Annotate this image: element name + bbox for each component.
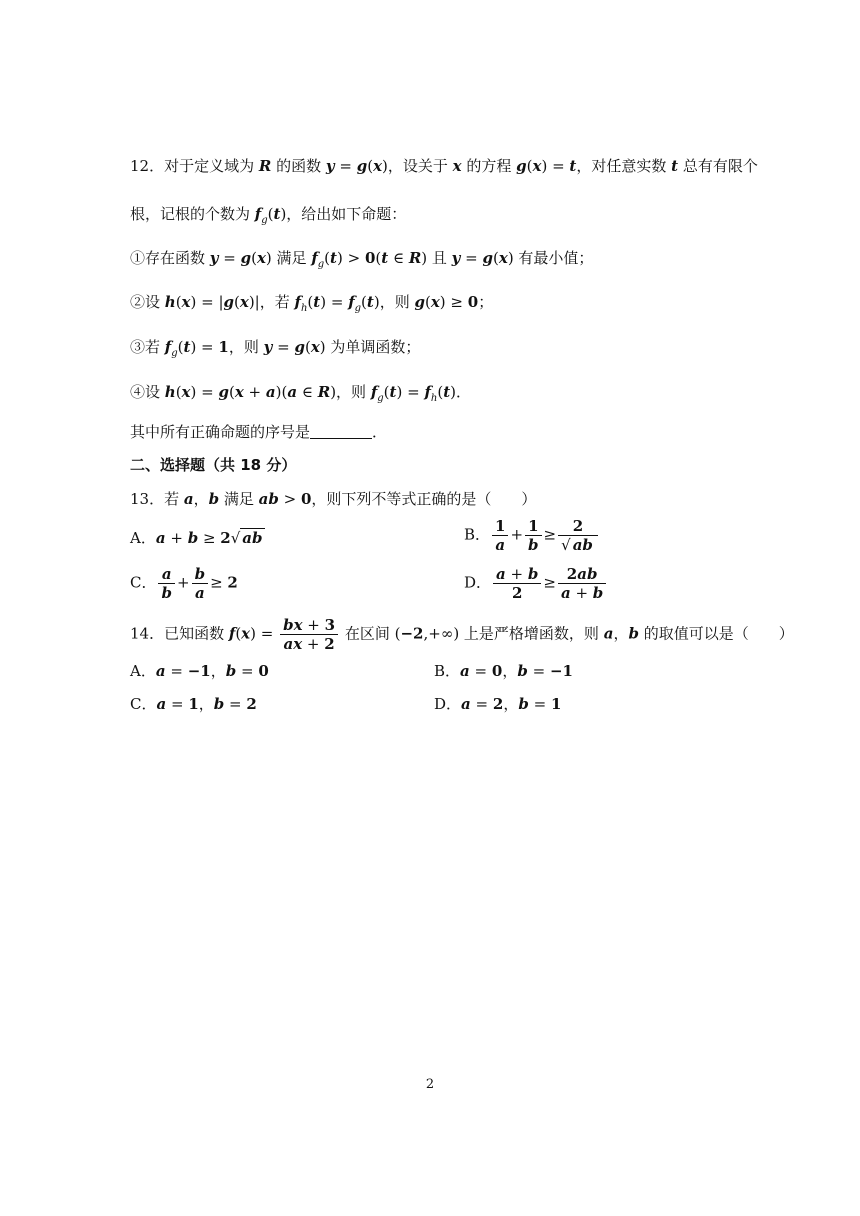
q12-item-3: ③若 $f_g(t) = 1$，则 y = g(x) 为单调函数；	[130, 338, 421, 359]
q12-line-1: 12．对于定义域为 R 的函数 y = g(x)，设关于 x 的方程 g(x) = t，对任意实数 t 总有有限个	[130, 157, 758, 175]
q14-option-d: D．a = 2，b = 1	[434, 695, 562, 713]
q13-option-a: A．a + b ≥ 2√ ab	[130, 529, 263, 547]
page-number: 2	[425, 1077, 435, 1092]
q14-option-a: A．a = −1，b = 0	[130, 662, 269, 680]
q13-option-b: B． $\frac{1}{a}$ + $\frac{1}{b}$ ≥ $\frac{2}{√ ab}$	[464, 517, 600, 554]
q14-stem: 14．已知函数 f(x) = $\frac{bx + 3}{ax + 2}$ 在区间 (−2,+∞) 上是严格增函数，则 a，b 的取值可以是（ ）	[130, 616, 794, 653]
q14-option-c: C．a = 1，b = 2	[130, 695, 257, 713]
answer-blank	[310, 424, 372, 439]
q13-option-d: D． $\frac{a + b}{2}$ ≥ $\frac{2ab}{a + b}$	[464, 565, 608, 602]
q13-stem: 13．若 a，b 满足 ab > 0，则下列不等式正确的是（ ）	[130, 490, 537, 508]
section-heading: 二、选择题（共 18 分）	[130, 456, 297, 474]
q13-option-c: C． $\frac{a}{b}$ + $\frac{b}{a}$ ≥ 2	[130, 565, 238, 602]
q12-item-1: ①存在函数 y = g(x) 满足 $f_g(t) > 0(t$ ∈ R) 且 y = g(x) 有最小值；	[130, 249, 594, 270]
q12-prompt: 其中所有正确命题的序号是 ．	[130, 423, 388, 441]
q12-line-2: 根，记根的个数为 $f_g(t)$，给出如下命题：	[130, 205, 407, 226]
q12-item-2: ②设 h(x) = |g(x)|，若 $f_h(t) = f_g(t)$，则 g(x) ≥ 0；	[130, 293, 494, 314]
q14-option-b: B．a = 0，b = −1	[434, 662, 573, 680]
q12-item-4: ④设 h(x) = g(x + a)(a ∈ R)，则 $f_g(t) = f_h(t)$．	[130, 383, 471, 404]
